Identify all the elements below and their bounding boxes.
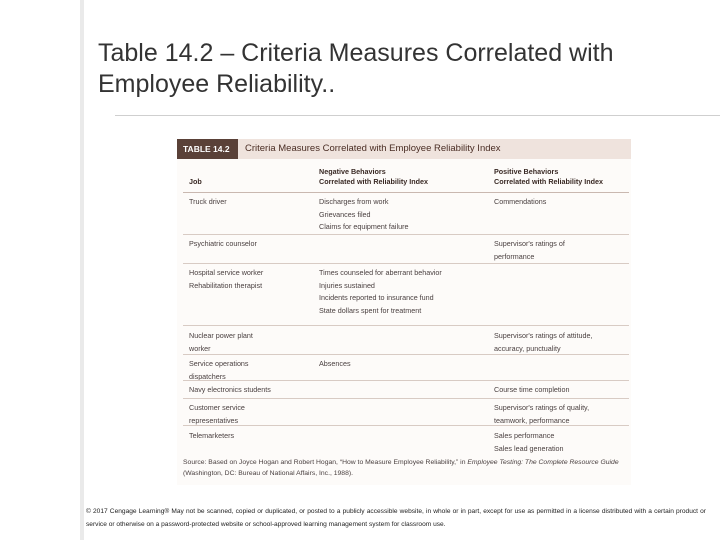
row-divider [183,425,629,426]
table-cell-job: Service operations [189,359,249,368]
table-cell-job: Truck driver [189,197,227,206]
table-cell-negative: Absences [319,359,351,368]
table-cell-job: dispatchers [189,371,226,381]
table-cell-positive: teamwork, performance [494,415,570,425]
slide-title [98,38,698,100]
table-cell-positive: accuracy, punctuality [494,343,561,353]
column-header-negative-line-1: Negative Behaviors [319,167,386,176]
source-suffix: (Washington, DC: Bureau of National Affairs, Inc., 1988). [183,469,354,477]
table-caption: Criteria Measures Correlated with Employee Reliability Index [245,143,501,154]
table-cell-negative: Times counseled for aberrant behavior [319,268,442,277]
table-cell-positive: Supervisor's ratings of [494,239,565,248]
table-cell-positive: Course time completion [494,385,570,394]
column-header-positive [494,167,603,187]
table-cell-job: representatives [189,415,239,425]
table-cell-job: Hospital service worker [189,268,264,277]
table-cell-negative: Discharges from work [319,197,389,206]
column-header-positive-line-1: Positive Behaviors [494,167,559,176]
table-header-bar [177,139,631,159]
column-header-job: Job [189,177,202,186]
slide-title-line-2: Employee Reliability.. [98,70,336,98]
row-divider [183,325,629,326]
source-title: Employee Testing: The Complete Resource Guide [467,459,619,466]
title-divider [115,115,720,116]
row-divider [183,398,629,399]
table-number-tag: TABLE 14.2 [177,139,238,159]
table-source-note [183,458,623,479]
table-cell-positive: Commendations [494,197,547,206]
table-cell-negative: State dollars spent for treatment [319,305,422,315]
table-cell-job: Nuclear power plant [189,331,253,340]
table-cell-positive: performance [494,251,535,261]
table-cell-positive: Sales lead generation [494,443,564,453]
table-cell-job: Navy electronics students [189,385,271,394]
table-cell-negative: Grievances filed [319,209,371,219]
column-header-negative [319,167,428,187]
column-header-positive-line-2: Correlated with Reliability Index [494,177,604,186]
header-rule [183,192,629,193]
source-prefix: Source: Based on Joyce Hogan and Robert Hogan, “How to Measure Employee Reliability,” in [183,459,468,466]
table-cell-job: worker [189,343,211,353]
criteria-table [177,139,631,485]
slide-title-line-1: Table 14.2 – Criteria Measures Correlated with [98,39,614,67]
row-divider [183,263,629,264]
table-cell-negative: Claims for equipment failure [319,222,409,231]
table-cell-job: Customer service [189,403,245,412]
table-cell-negative: Incidents reported to insurance fund [319,293,434,302]
row-divider [183,234,629,235]
table-cell-job: Rehabilitation therapist [189,280,263,290]
table-cell-positive: Sales performance [494,431,555,440]
table-cell-negative: Injuries sustained [319,280,375,290]
column-header-negative-line-2: Correlated with Reliability Index [319,177,429,186]
table-cell-job: Psychiatric counselor [189,239,257,248]
row-divider [183,380,629,381]
table-cell-positive: Supervisor's ratings of attitude, [494,331,593,340]
table-cell-job: Telemarketers [189,431,235,440]
table-cell-positive: Supervisor's ratings of quality, [494,403,590,412]
copyright-notice: © 2017 Cengage Learning® May not be scanned, copied or duplicated, or posted to a publicly accessible website, in whole or in part, except for use as permitted in a license distributed with a certain product or service or otherwise on a password-protected website or school-approved learning management system for classroom use. [86,508,706,528]
row-divider [183,354,629,355]
slide-left-accent-bar [80,0,84,540]
